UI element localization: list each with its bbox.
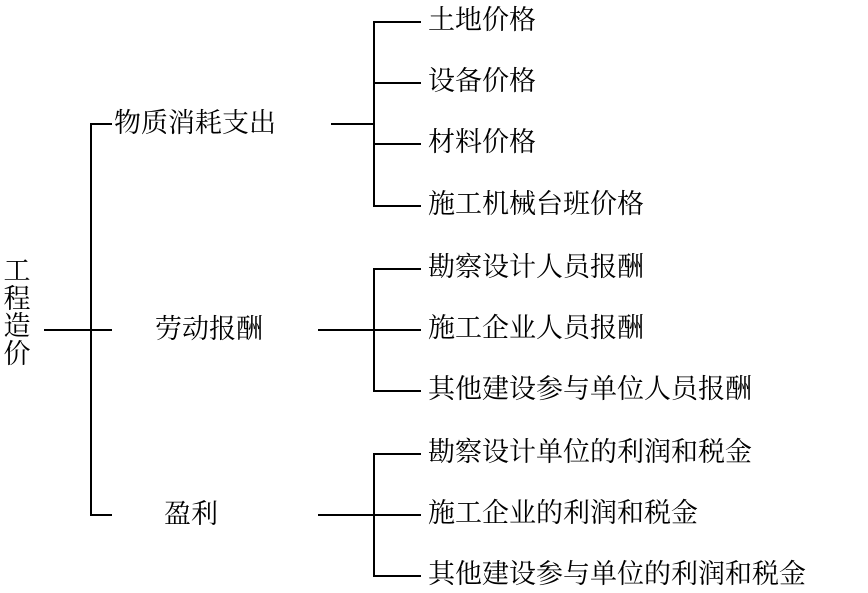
branch-node-3-label: 盈利: [164, 499, 218, 530]
leaf-1-1-connector: [373, 21, 421, 23]
root-char-3: 造: [3, 311, 31, 343]
leaf-2-3-connector: [373, 390, 421, 392]
root-trunk-vertical: [90, 123, 92, 515]
leaf-1-3-connector: [373, 143, 421, 145]
leaf-node-1-2-label: 设备价格: [428, 66, 536, 97]
leaf-node-3-2-label: 施工企业的利润和税金: [428, 498, 698, 529]
branch-node-2-label: 劳动报酬: [155, 314, 263, 345]
leaf-3-3-connector: [373, 575, 421, 577]
root-char-2: 程: [3, 283, 31, 315]
branch-1-to-subtrunk: [331, 123, 373, 125]
root-node-label: [0, 258, 34, 368]
leaf-3-2-connector: [373, 514, 421, 516]
branch-2-to-subtrunk: [318, 329, 373, 331]
root-char-1: 工: [3, 256, 31, 287]
leaf-node-2-2-label: 施工企业人员报酬: [428, 313, 644, 344]
branch-1-connector: [90, 123, 112, 125]
leaf-1-2-connector: [373, 82, 421, 84]
leaf-node-1-1-label: 土地价格: [428, 5, 536, 36]
leaf-1-4-connector: [373, 205, 421, 207]
leaf-node-1-3-label: 材料价格: [428, 127, 536, 158]
root-connector-stub: [44, 329, 90, 331]
leaf-node-2-1-label: 勘察设计人员报酬: [428, 252, 644, 283]
branch-3-connector: [90, 514, 112, 516]
leaf-node-1-4-label: 施工机械台班价格: [428, 189, 644, 220]
leaf-node-2-3-label: 其他建设参与单位人员报酬: [428, 374, 752, 405]
leaf-node-3-3-label: 其他建设参与单位的利润和税金: [428, 559, 806, 590]
branch-node-1-label: 物质消耗支出: [114, 108, 276, 139]
branch-2-connector: [90, 329, 112, 331]
leaf-node-3-1-label: 勘察设计单位的利润和税金: [428, 437, 752, 468]
leaf-2-2-connector: [373, 329, 421, 331]
branch-3-to-subtrunk: [318, 514, 373, 516]
leaf-2-1-connector: [373, 268, 421, 270]
leaf-3-1-connector: [373, 453, 421, 455]
branch-1-subtrunk-vertical: [373, 21, 375, 205]
root-char-4: 价: [3, 338, 31, 370]
